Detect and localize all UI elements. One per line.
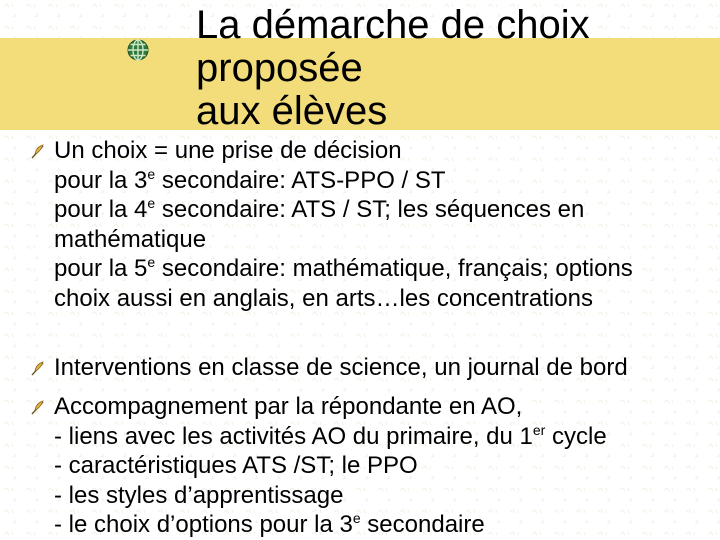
text-run: mathématique — [54, 225, 207, 253]
bullet-line — [54, 136, 633, 166]
text-run: secondaire: mathématique, français; options — [155, 255, 633, 282]
text-run: pour la 3 — [54, 166, 148, 194]
slide-title — [196, 4, 716, 133]
bullet-text — [54, 136, 633, 313]
bullet-line — [54, 422, 607, 452]
feather-quill-icon — [30, 360, 46, 376]
green-globe-icon — [126, 38, 150, 62]
text-run: Interventions en classe de science, un journal de bord — [54, 354, 628, 381]
bullet-line — [54, 481, 607, 511]
bullet-line — [54, 510, 607, 540]
text-run: secondaire: ATS-PPO / ST — [155, 166, 446, 194]
text-run: secondaire: ATS / ST; les séquences en — [155, 196, 585, 223]
bullet-text — [54, 392, 607, 540]
superscript: er — [532, 421, 546, 438]
title-line: proposée — [196, 46, 363, 90]
text-run: pour la 4 — [54, 196, 148, 223]
superscript: e — [352, 510, 361, 526]
title-line: La démarche de choix — [196, 3, 590, 47]
bullet-line — [54, 353, 628, 383]
bullet-line — [54, 451, 607, 481]
text-run: Un choix = une prise de décision — [54, 137, 402, 164]
text-run: - liens avec les activités AO du primaire, du 1 — [54, 422, 533, 450]
feather-quill-icon — [30, 399, 46, 415]
superscript: e — [147, 254, 156, 270]
bullet-text — [54, 353, 628, 383]
text-run: - caractéristiques ATS /ST; le PPO — [54, 452, 418, 479]
text-run: Accompagnement par la répondante en AO, — [54, 393, 523, 420]
bullet-line — [54, 195, 633, 225]
title-line: aux élèves — [196, 89, 388, 133]
text-run: pour la 5 — [54, 255, 148, 282]
bullet-line — [54, 254, 633, 284]
text-run: secondaire — [360, 511, 485, 538]
superscript: e — [147, 195, 156, 211]
text-run: cycle — [545, 422, 607, 450]
text-run: - les styles d’apprentissage — [54, 481, 344, 509]
bullet-line — [54, 284, 633, 314]
bullet-line — [54, 392, 607, 422]
feather-quill-icon — [30, 143, 46, 159]
text-run: choix aussi en anglais, en arts…les concentrations — [54, 284, 593, 312]
bullet-line — [54, 225, 633, 255]
bullet-line — [54, 166, 633, 196]
superscript: e — [147, 165, 156, 182]
text-run: - le choix d’options pour la 3 — [54, 511, 353, 538]
